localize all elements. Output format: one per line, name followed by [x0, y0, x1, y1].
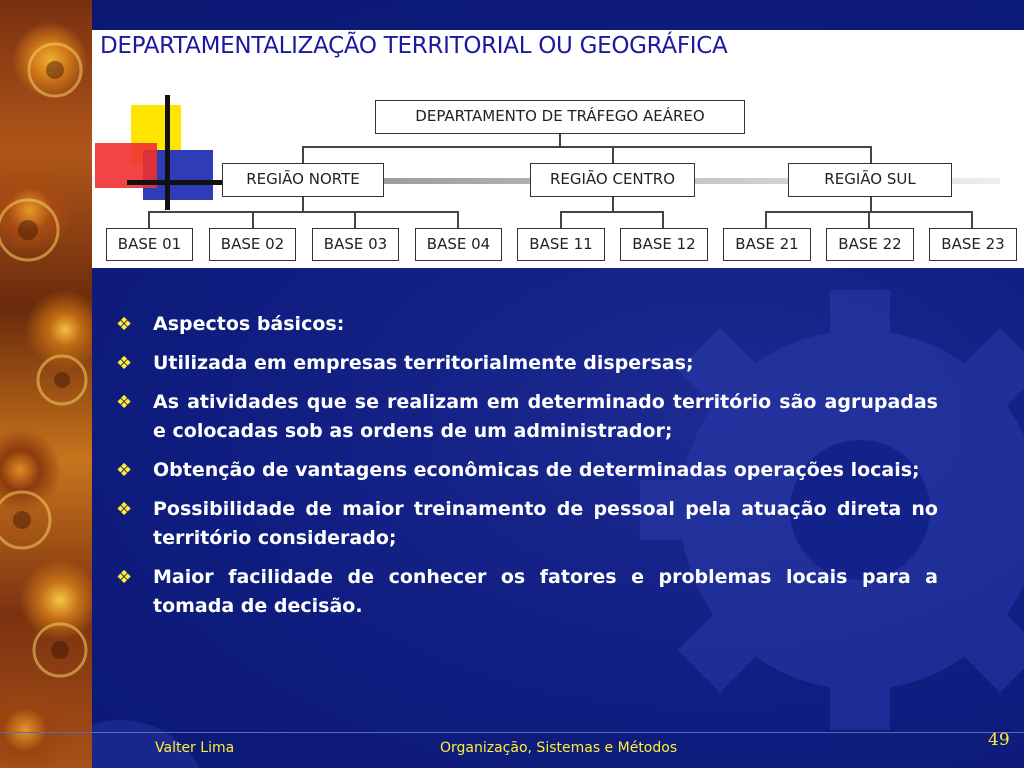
connector-line — [148, 211, 458, 213]
org-base-box: BASE 21 — [723, 228, 811, 261]
connector-line — [560, 211, 562, 228]
connector-line — [354, 211, 356, 228]
connector-line — [765, 211, 767, 228]
diamond-bullet-icon: ❖ — [116, 567, 133, 588]
connector-line — [252, 211, 254, 228]
connector-line — [559, 133, 561, 147]
connector-line — [457, 211, 459, 228]
bullet-text: Possibilidade de maior treinamento de pessoal pela atuação direta no território considerado; — [153, 498, 938, 549]
connector-line — [612, 146, 614, 164]
org-base-box: BASE 11 — [517, 228, 605, 261]
diamond-bullet-icon: ❖ — [116, 460, 133, 481]
diamond-bullet-icon: ❖ — [116, 353, 133, 374]
org-region-box: REGIÃO SUL — [788, 163, 952, 197]
bullet-item — [116, 563, 938, 621]
gear-pattern-icon — [0, 0, 92, 768]
connector-line — [870, 146, 872, 164]
connector-line — [148, 211, 150, 228]
bullet-item — [116, 456, 938, 485]
bullet-text: Utilizada em empresas territorialmente dispersas; — [153, 352, 694, 374]
page-number: 49 — [988, 730, 1010, 750]
bullet-item — [116, 310, 938, 339]
diamond-bullet-icon: ❖ — [116, 314, 133, 335]
org-base-box: BASE 02 — [209, 228, 296, 261]
color-blocks-decoration-icon — [95, 95, 230, 210]
org-base-box: BASE 22 — [826, 228, 914, 261]
diamond-bullet-icon: ❖ — [116, 392, 133, 413]
diamond-bullet-icon: ❖ — [116, 499, 133, 520]
connector-line — [560, 211, 664, 213]
bullet-item — [116, 495, 938, 553]
footer-divider — [0, 732, 1024, 733]
bullet-text: Maior facilidade de conhecer os fatores e problemas locais para a tomada de decisão. — [153, 566, 938, 617]
connector-line — [612, 196, 614, 212]
connector-line — [302, 146, 304, 164]
connector-line — [302, 146, 872, 148]
footer-author: Valter Lima — [155, 740, 235, 756]
bullet-text: As atividades que se realizam em determinado território são agrupadas e colocadas sob as ordens de um administrador; — [153, 391, 938, 442]
left-decorative-strip — [0, 0, 92, 768]
connector-line — [868, 211, 870, 228]
org-base-box: BASE 01 — [106, 228, 193, 261]
footer-course-title: Organização, Sistemas e Métodos — [440, 740, 678, 756]
bullet-list — [116, 310, 938, 631]
org-base-box: BASE 23 — [929, 228, 1017, 261]
bullet-item — [116, 349, 938, 378]
connector-line — [302, 196, 304, 212]
org-root-box: DEPARTAMENTO DE TRÁFEGO AEÁREO — [375, 100, 745, 134]
org-base-box: BASE 04 — [415, 228, 502, 261]
connector-line — [662, 211, 664, 228]
slide-title: DEPARTAMENTALIZAÇÃO TERRITORIAL OU GEOGRÁFICA — [100, 33, 728, 59]
connector-line — [971, 211, 973, 228]
org-base-box: BASE 12 — [620, 228, 708, 261]
org-region-box: REGIÃO CENTRO — [530, 163, 695, 197]
bullet-text: Aspectos básicos: — [153, 313, 345, 335]
org-region-box: REGIÃO NORTE — [222, 163, 384, 197]
org-base-box: BASE 03 — [312, 228, 399, 261]
bullet-text: Obtenção de vantagens econômicas de determinadas operações locais; — [153, 459, 920, 481]
bullet-item — [116, 388, 938, 446]
connector-line — [870, 196, 872, 212]
